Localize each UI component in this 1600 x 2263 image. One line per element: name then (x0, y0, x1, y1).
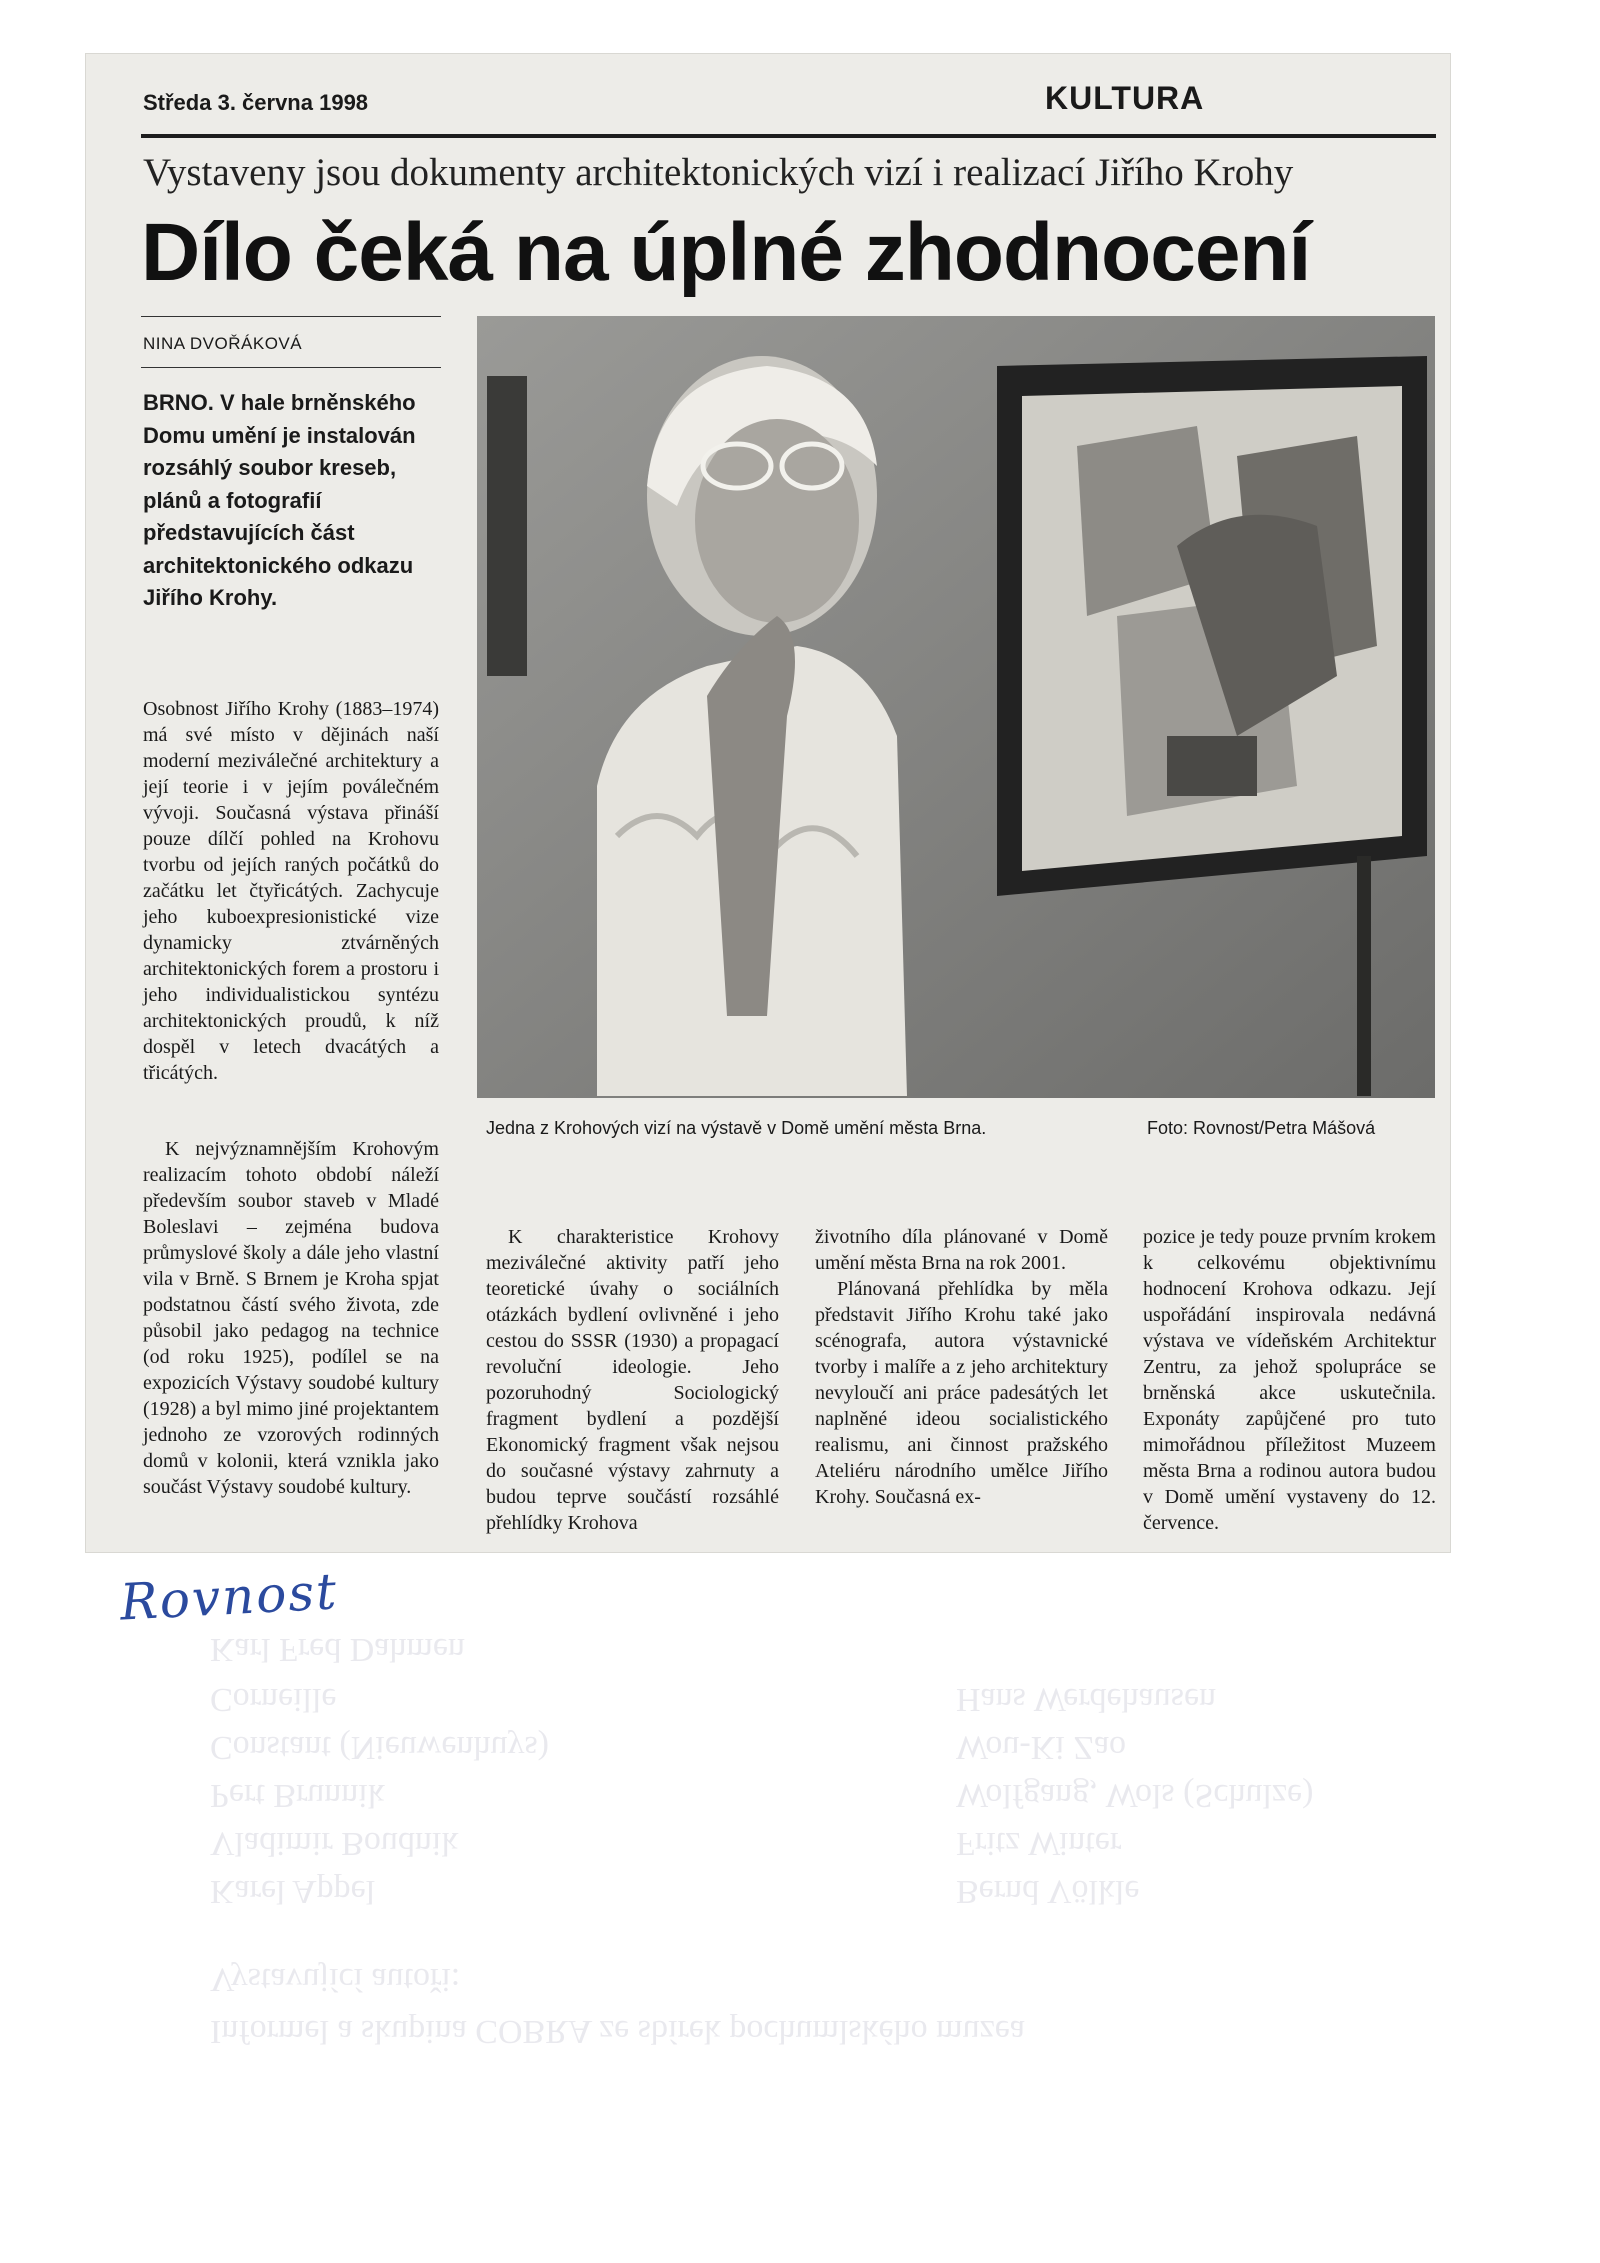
bleed-through-text: Vladimir Boudnik (210, 1825, 459, 1862)
bleed-through-text: Informel a skupina COBRA ze sbírek pochumlského muzea (210, 2013, 1025, 2050)
body-column-1 (143, 696, 439, 1086)
photo-caption: Jedna z Krohových vizí na výstavě v Domě umění města Brna. (486, 1118, 987, 1138)
body-paragraph: životního díla plánované v Domě umění města Brna na rok 2001. (815, 1226, 1108, 1274)
body-paragraph: pozice je tedy pouze prvním krokem k celkovému objektivnímu hodnocení Krohova odkazu. Její uspořádání inspirovala nedávná výstava ve vídeňském Architektur Zentru, za jehož spolupráce se brněnská akce uskutečnila. Exponáty zapůjčené pro tuto mimořádnou příležitost Muzeem města Brna a rodinou autora budou v Domě umění vystaveny do 12. července. (1143, 1226, 1436, 1534)
article-lead: BRNO. V hale brněnského Domu umění je instalován rozsáhlý soubor kreseb, plánů a fotografií představujících část architektonického odkazu Jiřího Krohy. (143, 390, 416, 610)
article-photo (477, 316, 1435, 1098)
bleed-through-text: Vystavující autoři: (210, 1961, 461, 1998)
bleed-through-text: Karel Appel (210, 1873, 376, 1910)
bleed-through-text: Fritz Winter (956, 1825, 1122, 1862)
body-paragraph: K nejvýznamnějším Krohovým realizacím tohoto období náleží především soubor staveb v Mladé Boleslavi – zejména budova průmyslové školy a dále jeho vlastní vila v Brně. S Brnem je Kroha spjat podstatnou částí svého života, zde působil jako pedagog na technice (od roku 1925), podílel se na expozicích Výstavy soudobé kultury (1928) a byl mimo jiné projektantem jednoho ze vzorových rodinných domů v kolonii, která vznikla jako součást Výstavy soudobé kultury. (143, 1138, 439, 1498)
body-column-2 (486, 1224, 779, 1536)
body-column-3 (815, 1224, 1108, 1510)
handwritten-source-note: Rovnost (118, 1562, 340, 1632)
photo-credit: Foto: Rovnost/Petra Mášová (1147, 1118, 1376, 1138)
issue-date: Středa 3. června 1998 (143, 90, 369, 115)
body-paragraph: Osobnost Jiřího Krohy (1883–1974) má své místo v dějinách naší moderní meziválečné architektury a její teorie i v jejím poválečném vývoji. Současná výstava přináší pouze dílčí pohled na Krohovu tvorbu od jejích raných počátků do začátku let čtyřicátých. Zachycuje jeho kuboexpresionistické vize dynamicky ztvárněných architektonických forem a prostoru i jeho individualistickou syntézu architektonických proudů, k níž dospěl v letech dvacátých a třicátých. (143, 698, 439, 1084)
byline-rule (141, 316, 441, 317)
header-rule (141, 134, 1436, 138)
bleed-through-text: Bernd Völkle (956, 1873, 1140, 1910)
page-header (141, 74, 1436, 116)
body-column-4 (1143, 1224, 1436, 1536)
section-title: KULTURA (1045, 80, 1205, 116)
body-paragraph: K charakteristice Krohovy meziválečné aktivity patří jeho teoretické úvahy o sociálních otázkách bydlení ovlivněné i jeho cestou do SSSR (1930) a propagací revoluční ideologie. Jeho pozoruhodný Sociologický fragment bydlení a pozdější Ekonomický fragment však nejsou do současné výstavy zahrnuty a budou teprve součástí rozsáhlé přehlídky Krohova (486, 1226, 779, 1534)
bleed-through-text: Corneille (210, 1681, 337, 1718)
bleed-through-text: Pert Brunnik (210, 1777, 385, 1814)
bleed-through-text: Wou-Ki Zao (956, 1729, 1127, 1766)
article-author: NINA DVOŘÁKOVÁ (143, 334, 303, 353)
clipping-content (141, 54, 1441, 1552)
photo-woman-with-drawing (477, 316, 1435, 1098)
body-paragraph: Plánovaná přehlídka by měla představit Jiřího Krohu také jako scénografa, autora výstavnické tvorby i malíře a z jeho architektury nevyloučí ani práce padesátých let naplněné ideou socialistického realismu, ani činnost pražského Ateliéru národního umělce Jiřího Krohy. Současná ex- (815, 1278, 1108, 1508)
byline-rule (141, 367, 441, 368)
article-kicker: Vystaveny jsou dokumenty architektonických vizí i realizací Jiřího Krohy (143, 151, 1294, 194)
article-headline: Dílo čeká na úplné zhodnocení (141, 207, 1311, 298)
newspaper-clipping (86, 54, 1450, 1552)
bleed-through-text: Karl Fred Dahmen (210, 1631, 465, 1668)
bleed-through-text: Wolfgang, Wols (Schulze) (956, 1777, 1314, 1814)
bleed-through-text: Constant (Nieuwenhuys) (210, 1729, 550, 1766)
bleed-through-text: Hans Werdehausen (956, 1681, 1217, 1718)
body-column-1-continued (143, 1136, 439, 1500)
